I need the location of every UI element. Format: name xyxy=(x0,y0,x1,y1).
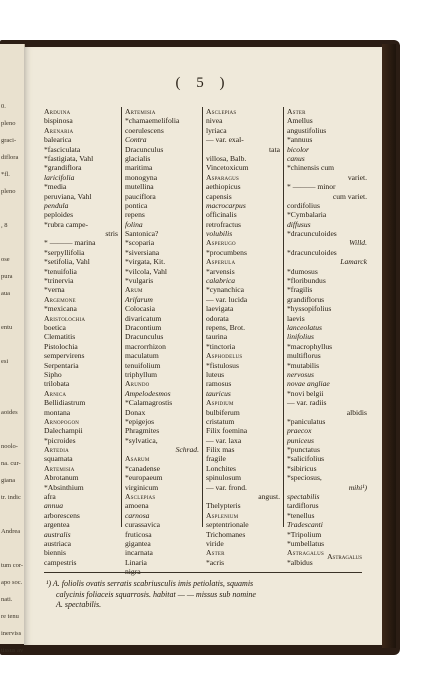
genus-heading: Arduina xyxy=(44,107,71,116)
species-entry: curassavica xyxy=(125,520,160,530)
species-entry: *chamaemelifolia xyxy=(125,116,180,126)
species-entry: Vincetoxicum xyxy=(206,163,249,173)
species-entry: Filix foemina xyxy=(206,426,248,436)
species-entry: Phragmites xyxy=(125,426,160,436)
species-entry: grandiflorus xyxy=(287,294,325,304)
species-entry: *serpyllifolia xyxy=(44,247,85,257)
species-entry: fruticosa xyxy=(125,529,152,539)
species-entry: laricifolia xyxy=(44,172,75,182)
left-page-fragment: na. cur- xyxy=(1,460,21,467)
species-entry: Santonica? xyxy=(125,229,159,239)
species-entry: *speciosus, xyxy=(287,473,322,483)
species-entry: *dumosus xyxy=(287,266,318,276)
species-entry: Pistolochia xyxy=(44,341,78,351)
species-entry: *chinensis cum xyxy=(287,163,335,173)
species-entry: lanceolatus xyxy=(287,322,323,332)
species-entry: officinalis xyxy=(206,210,237,220)
species-entry: repens, Brot. xyxy=(206,322,246,332)
species-entry: taurina xyxy=(206,332,228,342)
catchword: Astragalus xyxy=(327,552,362,561)
species-entry: peruviana, Vahl xyxy=(44,191,92,201)
left-page-fragment: 0. xyxy=(1,103,6,110)
left-page-fragment: aua xyxy=(1,290,11,297)
species-entry: volubilis xyxy=(206,229,233,239)
species-entry: Dracontium xyxy=(125,322,162,332)
column-1 xyxy=(44,107,120,567)
species-entry: *fragilis xyxy=(287,285,313,295)
species-entry: nivea xyxy=(206,116,223,126)
species-entry: australis xyxy=(44,529,71,539)
species-entry: *grandiflora xyxy=(44,163,82,173)
species-entry: retrofractus xyxy=(206,219,241,229)
left-page-fragment: entu xyxy=(1,324,13,331)
species-entry: — var. frond. xyxy=(206,482,247,492)
species-entry: *fasciculata xyxy=(44,144,81,154)
species-entry: campestris xyxy=(44,557,77,567)
species-entry: Willd. xyxy=(349,238,367,248)
species-entry: *floribundus xyxy=(287,276,326,286)
species-entry: *fastigiata, Vahl xyxy=(44,153,94,163)
species-entry: pontica xyxy=(125,200,148,210)
left-page-fragment: esi xyxy=(1,358,9,365)
species-entry: * ——— minor xyxy=(287,182,336,192)
species-entry: luteus xyxy=(206,369,225,379)
species-entry: novae angliae xyxy=(287,379,330,389)
genus-heading: Asperugo xyxy=(206,238,236,248)
species-entry: *setifolia, Vahl xyxy=(44,257,90,267)
species-entry: laevis xyxy=(287,313,305,323)
species-entry: pauciflora xyxy=(125,191,156,201)
species-entry: amoena xyxy=(125,501,149,511)
genus-heading: Artedia xyxy=(44,445,69,455)
species-entry: * ——— marina xyxy=(44,238,96,248)
species-entry: albidis xyxy=(346,407,367,417)
species-entry: Contra xyxy=(125,135,147,145)
species-entry: — var. exal- xyxy=(206,135,244,145)
species-entry: triphyllum xyxy=(125,369,158,379)
species-entry: *vulgaris xyxy=(125,276,154,286)
left-page-fragment: pleno xyxy=(1,120,16,127)
species-entry: *vilcola, Vahl xyxy=(125,266,168,276)
species-entry: Thelypteris xyxy=(206,501,241,511)
left-page-fragment: diflora xyxy=(1,154,19,161)
left-page-fragment: pleno xyxy=(1,188,16,195)
species-entry: *punctatus xyxy=(287,445,320,455)
species-entry: annua xyxy=(44,501,63,511)
species-entry: Clematitis xyxy=(44,332,76,342)
species-entry: *scoparia xyxy=(125,238,155,248)
species-entry: *mexicana xyxy=(44,304,77,314)
species-entry: peploides xyxy=(44,210,74,220)
species-entry: *verna xyxy=(44,285,65,295)
species-entry: canus xyxy=(287,153,305,163)
right-page xyxy=(24,47,382,645)
left-page-fragment: , 8 xyxy=(1,222,8,229)
species-entry: Filix mas xyxy=(206,445,235,455)
species-entry: — var. radiis xyxy=(287,398,327,408)
species-entry: mutellina xyxy=(125,182,154,192)
species-entry: balearica xyxy=(44,135,72,145)
species-entry: trilobata xyxy=(44,379,70,389)
species-entry: squamata xyxy=(44,454,73,464)
species-entry: gigantea xyxy=(125,538,151,548)
index-columns xyxy=(44,107,372,577)
species-entry: Donax xyxy=(125,407,146,417)
left-page-fragment: re tenu xyxy=(1,613,19,620)
species-entry: boetica xyxy=(44,322,66,332)
species-entry: fragile xyxy=(206,454,226,464)
footnote xyxy=(46,579,362,611)
species-entry: macrorrhizon xyxy=(125,341,166,351)
genus-heading: Arenaria xyxy=(44,125,74,135)
left-page-fragment: *fl. xyxy=(1,171,10,178)
left-page-fragment: apo soc. xyxy=(1,579,23,586)
genus-heading: Argemone xyxy=(44,294,76,304)
genus-heading: Aspidium xyxy=(206,398,234,408)
species-entry: *salicifolius xyxy=(287,454,325,464)
species-entry: maritima xyxy=(125,163,153,173)
species-entry: *procumbens xyxy=(206,247,247,257)
species-entry: maculatum xyxy=(125,351,159,361)
species-entry: — var. laxa xyxy=(206,435,242,445)
species-entry: *novi belgii xyxy=(287,388,324,398)
species-entry: carnosa xyxy=(125,510,150,520)
species-entry: glacialis xyxy=(125,153,151,163)
genus-heading: Asperula xyxy=(206,257,236,267)
column-2 xyxy=(121,107,201,577)
left-page-fragment: tum cor- xyxy=(1,562,24,569)
species-entry: pendula xyxy=(44,200,69,210)
species-entry: capensis xyxy=(206,191,232,201)
species-entry: stris xyxy=(105,229,118,239)
species-entry: *fistulosus xyxy=(206,360,239,370)
species-entry: villosa, Balb. xyxy=(206,153,247,163)
species-entry: spectabilis xyxy=(287,492,320,502)
left-page-fragment: giana xyxy=(1,477,16,484)
species-entry: *mutabilis xyxy=(287,360,320,370)
species-entry: laevigata xyxy=(206,304,234,314)
left-page-fragment: tr. indic xyxy=(1,494,21,501)
page-number: ( 5 ) xyxy=(175,75,231,91)
genus-heading: Artemisia xyxy=(125,107,156,116)
genus-heading: Artemisia xyxy=(44,463,75,473)
species-entry: Dracunculus xyxy=(125,332,164,342)
left-page-fragment: nati. xyxy=(1,596,13,603)
left-page-fragment: aoides xyxy=(1,409,18,416)
species-entry: *tenuifolia xyxy=(44,266,77,276)
species-entry: tata xyxy=(269,144,280,154)
species-entry: argentea xyxy=(44,520,70,530)
species-entry: Bellidiastrum xyxy=(44,398,86,408)
species-entry: — var. lucida xyxy=(206,294,248,304)
left-page-fragment: noolo- xyxy=(1,443,18,450)
species-entry: austriaca xyxy=(44,538,71,548)
species-entry: montana xyxy=(44,407,71,417)
species-entry: *trinervia xyxy=(44,276,74,286)
column-3 xyxy=(202,107,282,567)
species-entry: *paniculatus xyxy=(287,416,326,426)
species-entry: *arvensis xyxy=(206,266,235,276)
species-entry: mihi¹) xyxy=(348,482,367,492)
species-entry: praecox xyxy=(287,426,312,436)
book-fore-edge xyxy=(382,44,396,648)
species-entry: monogyna xyxy=(125,172,158,182)
species-entry: *macrophyllus xyxy=(287,341,333,351)
species-entry: Ampelodesmos xyxy=(125,388,171,398)
species-entry: *epigejos xyxy=(125,416,155,426)
species-entry: angust. xyxy=(258,492,280,502)
species-entry: *virgata, Kit. xyxy=(125,257,166,267)
species-entry: *Calamagrostis xyxy=(125,398,173,408)
species-entry: nervosus xyxy=(287,369,314,379)
species-entry: repens xyxy=(125,210,145,220)
species-entry: bispinosa xyxy=(44,116,73,126)
footnote-rule xyxy=(44,572,362,573)
species-entry: *tenellus xyxy=(287,510,315,520)
genus-heading: Arundo xyxy=(125,379,150,389)
species-entry: Trichomanes xyxy=(206,529,246,539)
species-entry: spinulosum xyxy=(206,473,242,483)
species-entry: arborescens xyxy=(44,510,80,520)
species-entry: *Tripolium xyxy=(287,529,322,539)
genus-heading: Asarum xyxy=(125,454,150,464)
genus-heading: Arnopogon xyxy=(44,416,80,426)
species-entry: *Absinthium xyxy=(44,482,84,492)
species-entry: Colocasia xyxy=(125,304,155,314)
genus-heading: Asclepias xyxy=(206,107,237,116)
species-entry: bicolor xyxy=(287,144,309,154)
genus-heading: Arnica xyxy=(44,388,67,398)
genus-heading: Aster xyxy=(206,548,225,558)
species-entry: Lonchites xyxy=(206,463,236,473)
species-entry: puniceus xyxy=(287,435,314,445)
species-entry: *dracunculoides xyxy=(287,229,337,239)
species-entry: *Cymbalaria xyxy=(287,210,327,220)
species-entry: septentrionale xyxy=(206,520,249,530)
species-entry: *rubra campe- xyxy=(44,219,89,229)
species-entry: *europaeum xyxy=(125,473,163,483)
species-entry: tenuifolium xyxy=(125,360,161,370)
species-entry: *hyssopifolius xyxy=(287,304,332,314)
species-entry: cum variet. xyxy=(332,191,367,201)
species-entry: multiflorus xyxy=(287,351,321,361)
species-entry: *albidus xyxy=(287,557,313,567)
species-entry: aethiopicus xyxy=(206,182,241,192)
genus-heading: Asparagus xyxy=(206,172,239,182)
species-entry: *canadense xyxy=(125,463,160,473)
species-entry: *picroides xyxy=(44,435,76,445)
genus-heading: Asphodelus xyxy=(206,351,243,361)
species-entry: Dalechampii xyxy=(44,426,83,436)
species-entry: calabrica xyxy=(206,276,236,286)
genus-heading: Aster xyxy=(287,107,306,116)
left-page-fragment: ose xyxy=(1,256,10,263)
species-entry: tardiflorus xyxy=(287,501,319,511)
species-entry: viride xyxy=(206,538,224,548)
species-entry: *annuus xyxy=(287,135,313,145)
species-entry: Schrad. xyxy=(175,445,199,455)
species-entry: *dracunculoides xyxy=(287,247,337,257)
species-entry: Serpentaria xyxy=(44,360,79,370)
left-page-fragment: graci- xyxy=(1,137,17,144)
species-entry: sempervirens xyxy=(44,351,85,361)
species-entry: folina xyxy=(125,219,143,229)
species-entry: cordifolius xyxy=(287,200,320,210)
genus-heading: Astragalus xyxy=(287,548,324,558)
species-entry: Linaria xyxy=(125,557,147,567)
species-entry: nigra xyxy=(125,567,141,577)
footnote-line-1: ¹) A. foliolis ovatis serratis scabriusculis imis petiolatis, squamis xyxy=(46,579,254,588)
species-entry: Sipho xyxy=(44,369,62,379)
species-entry: coerulescens xyxy=(125,125,164,135)
species-entry: angustifolius xyxy=(287,125,327,135)
genus-heading: Asplenium xyxy=(206,510,239,520)
species-entry: incarnata xyxy=(125,548,153,558)
species-entry: odorata xyxy=(206,313,229,323)
footnote-line-3: A. spectabilis. xyxy=(56,600,102,609)
species-entry: lyriaca xyxy=(206,125,227,135)
species-entry: divaricatum xyxy=(125,313,162,323)
column-4 xyxy=(283,107,369,567)
species-entry: diffusus xyxy=(287,219,311,229)
footnote-line-2: calycinis foliaceis squarrosis. habitat — — missus sub nomine xyxy=(56,589,256,599)
species-entry: *sibiricus xyxy=(287,463,317,473)
species-entry: Dracunculus xyxy=(125,144,164,154)
species-entry: Arifarum xyxy=(125,294,153,304)
left-page-fragment: Andrea xyxy=(1,528,21,535)
species-entry: *cynanchica xyxy=(206,285,244,295)
species-entry: virginicum xyxy=(125,482,159,492)
species-entry: Lamarck xyxy=(340,257,367,267)
species-entry: linifolius xyxy=(287,332,315,342)
left-page-fragment: pura xyxy=(1,273,13,280)
species-entry: cristatum xyxy=(206,416,235,426)
genus-heading: Aristolochia xyxy=(44,313,86,323)
left-page-fragment: inerviss xyxy=(1,630,22,637)
species-entry: *media xyxy=(44,182,67,192)
species-entry: *sylvatica, xyxy=(125,435,158,445)
left-page-edge xyxy=(0,44,25,654)
species-entry: biennis xyxy=(44,548,66,558)
species-entry: macrocarpus xyxy=(206,200,246,210)
species-entry: *umbellatus xyxy=(287,538,325,548)
genus-heading: Asclepias xyxy=(125,492,156,502)
species-entry: Tradescanti xyxy=(287,520,323,530)
species-entry: *siversiana xyxy=(125,247,160,257)
genus-heading: Arum xyxy=(125,285,143,295)
species-entry: bulbiferum xyxy=(206,407,240,417)
left-page-text-fragments xyxy=(0,44,24,654)
species-entry: Amellus xyxy=(287,116,313,126)
species-entry: *acris xyxy=(206,557,225,567)
species-entry: variet. xyxy=(347,172,367,182)
species-entry: ramosus xyxy=(206,379,232,389)
species-entry: *tinctoria xyxy=(206,341,236,351)
species-entry: afra xyxy=(44,492,56,502)
left-page-fragment: tissus av xyxy=(1,647,24,654)
species-entry: tauricus xyxy=(206,388,231,398)
species-entry: Abrotanum xyxy=(44,473,79,483)
